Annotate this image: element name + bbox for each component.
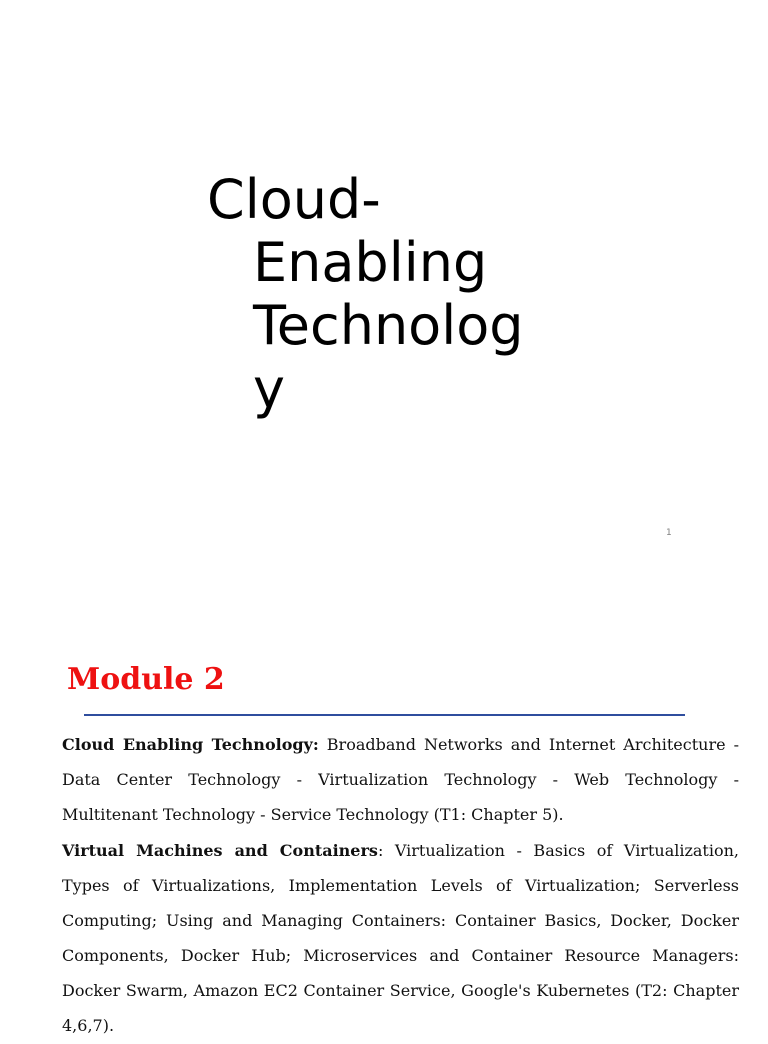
heading-divider: [84, 714, 685, 716]
slide-title-line-3: Technolog: [253, 294, 524, 357]
syllabus-paragraph-virtual-machines: [62, 833, 739, 1043]
syllabus-paragraph-cloud-enabling: [62, 727, 739, 832]
slide-title-line-4: y: [253, 357, 285, 420]
slide-title: [207, 168, 524, 420]
syllabus-topic-label: Virtual Machines and Containers: [62, 841, 378, 860]
slide-title-line-1: Cloud-: [207, 168, 381, 231]
page-number: 1: [666, 528, 672, 538]
slide-title-line-2: Enabling: [253, 231, 488, 294]
syllabus-topic-text: : Virtualization - Basics of Virtualization, Types of Virtualizations, Implementation Levels of Virtualization; Serverless Computing; Using and Managing Containers: Container Basics, Docker, Docker Components, Docker Hub; Microservices and Container Resource Managers: Docker Swarm, Amazon EC2 Container Service, Google's Kubernetes (T2: Chapter 4,6,7).: [62, 841, 740, 1035]
syllabus-content: [62, 727, 739, 1044]
module-heading: Module 2: [67, 662, 225, 697]
syllabus-topic-text: Broadband Networks and Internet Architecture - Data Center Technology - Virtualization Technology - Web Technology - Multitenant Technology - Service Technology (T1: Chapter 5).: [62, 735, 740, 824]
syllabus-topic-label: Cloud Enabling Technology:: [62, 735, 319, 754]
